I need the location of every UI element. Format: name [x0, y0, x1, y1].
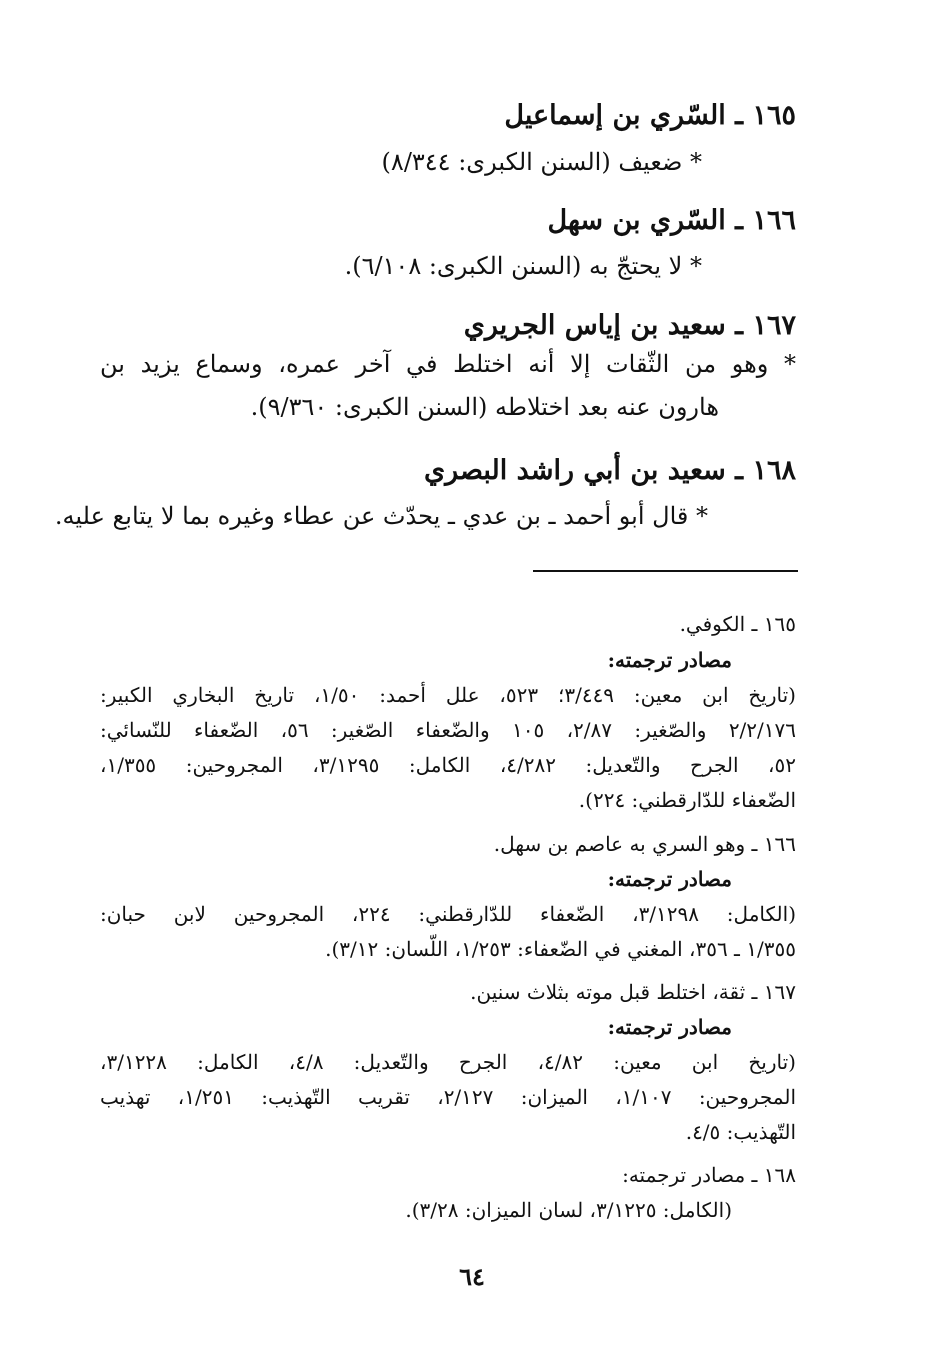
footnote-sources-label: مصادر ترجمته:	[607, 1015, 732, 1039]
footnote-head: ١٦٦ ـ وهو السري به عاصم بن سهل.	[493, 832, 796, 856]
footnote-line: التّهذيب: ٤/٥.	[685, 1120, 796, 1144]
footnote-line: (تاريخ ابن معين: ٤/٨٢، الجرح والتّعديل: ٤/٨، الكامل: ٣/١٢٢٨،	[100, 1050, 796, 1074]
footnote-line: المجروحين: ١/١٠٧، الميزان: ٢/١٢٧، تقريب التّهذيب: ١/٢٥١، تهذيب	[100, 1085, 796, 1109]
footnote-line: (الكامل: ٣/١٢٩٨، الضّعفاء للدّارقطني: ٢٢٤، المجروحين لابن حبان:	[100, 902, 796, 926]
footnote-line: ٥٢، الجرح والتّعديل: ٤/٢٨٢، الكامل: ٣/١٢٩٥، المجروحين: ١/٣٥٥،	[100, 753, 796, 777]
entry-title: ١٦٧ ـ سعيد بن إياس الجريري	[463, 310, 796, 341]
footnote-head: ١٦٨ ـ مصادر ترجمته:	[622, 1163, 796, 1187]
entry-text: هارون عنه بعد اختلاطه (السنن الكبرى: ٩/٣٦٠).	[250, 393, 719, 421]
entry-text: * وهو من الثّقات إلا أنه اختلط في آخر عمره، وسماع يزيد بن	[100, 350, 796, 378]
footnote-line: ١/٣٥٥ ـ ٣٥٦، المغني في الضّعفاء: ١/٢٥٣، اللّسان: ٣/١٢).	[325, 937, 796, 961]
entry-text: * قال أبو أحمد ـ بن عدي ـ يحدّث عن عطاء وغيره بما لا يتابع عليه.	[54, 502, 708, 530]
footnote-head: ١٦٥ ـ الكوفي.	[679, 612, 796, 636]
entry-text: * لا يحتجّ به (السنن الكبرى: ٦/١٠٨).	[344, 252, 702, 280]
footnote-sources-label: مصادر ترجمته:	[607, 867, 732, 891]
footnote-line: ٢/٢/١٧٦ والصّغير: ٢/٨٧، ١٠٥ والضّعفاء الصّغير: ٥٦، الضّعفاء للنّسائي:	[100, 718, 796, 742]
entry-text: * ضعيف (السنن الكبرى: ٨/٣٤٤)	[381, 148, 702, 176]
entry-title: ١٦٦ ـ السّري بن سهل	[547, 205, 796, 236]
footnote-line: (تاريخ ابن معين: ٣/٤٤٩؛ ٥٢٣، علل أحمد: ١/٥٠، تاريخ البخاري الكبير:	[100, 683, 796, 707]
footnote-separator	[533, 570, 798, 572]
entry-title: ١٦٥ ـ السّري بن إسماعيل	[504, 100, 796, 131]
footnote-line: (الكامل: ٣/١٢٢٥، لسان الميزان: ٣/٢٨).	[405, 1198, 732, 1222]
page-number: ٦٤	[459, 1262, 485, 1291]
entry-title: ١٦٨ ـ سعيد بن أبي راشد البصري	[423, 455, 796, 486]
footnote-sources-label: مصادر ترجمته:	[607, 648, 732, 672]
footnote-line: الضّعفاء للدّارقطني: ٢٢٤).	[578, 788, 796, 812]
footnote-head: ١٦٧ ـ ثقة، اختلط قبل موته بثلاث سنين.	[470, 980, 796, 1004]
